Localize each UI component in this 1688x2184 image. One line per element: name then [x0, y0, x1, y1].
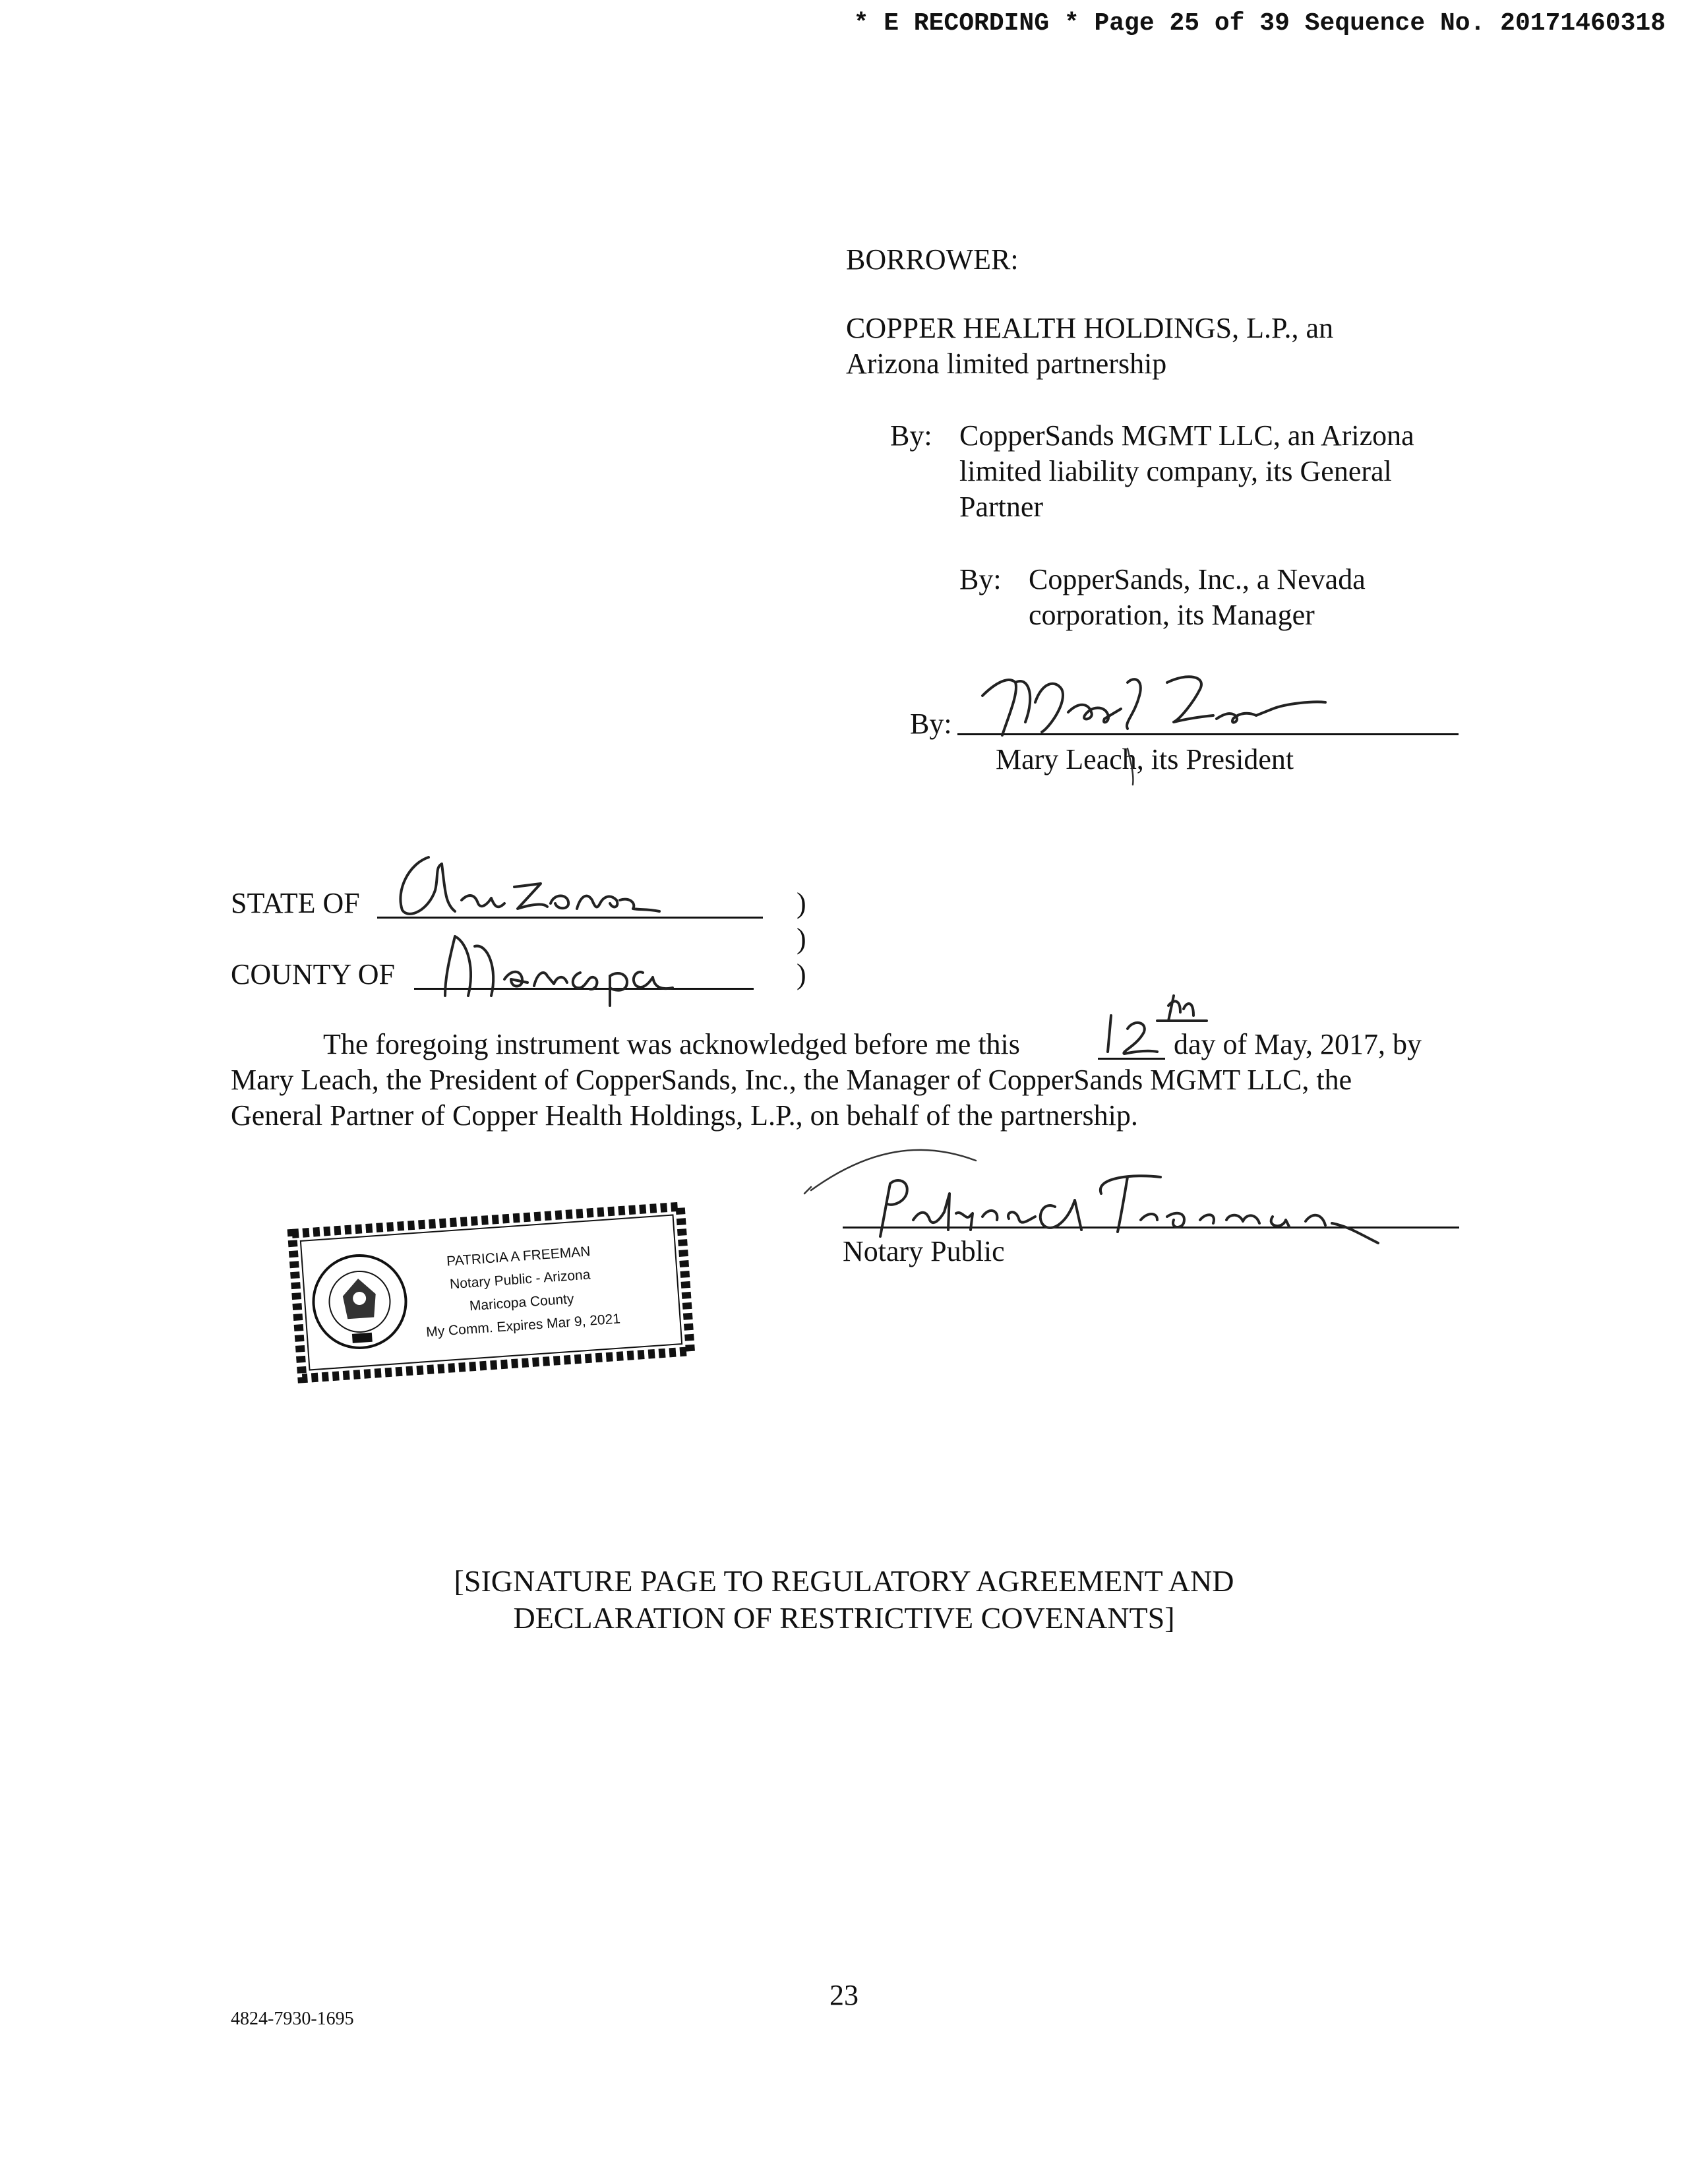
by1-label: By:	[890, 419, 932, 452]
state-label: STATE OF	[231, 887, 360, 919]
by2-line1: CopperSands, Inc., a Nevada	[1029, 563, 1366, 595]
signer-name: Mary Leach, its President	[996, 743, 1294, 775]
by3-label: By:	[910, 708, 952, 740]
notary-stamp	[284, 1200, 699, 1385]
page-number: 23	[829, 1979, 859, 2011]
stamp-county: Maricopa County	[469, 1291, 575, 1314]
paren-2: )	[797, 923, 806, 955]
paren-3: )	[797, 958, 806, 990]
recording-header: * E RECORDING * Page 25 of 39 Sequence No. 20171460318	[853, 9, 1666, 38]
caption-line2: DECLARATION OF RESTRICTIVE COVENANTS]	[513, 1601, 1175, 1635]
ack-line2: Mary Leach, the President of CopperSands, Inc., the Manager of CopperSands MGMT LLC, the	[231, 1064, 1352, 1096]
by1-line3: Partner	[959, 491, 1044, 523]
county-label: COUNTY OF	[231, 958, 395, 990]
by2-line2: corporation, its Manager	[1029, 599, 1315, 631]
borrower-entity-line2: Arizona limited partnership	[846, 348, 1167, 380]
by2-label: By:	[959, 563, 1002, 595]
by1-line2: limited liability company, its General	[959, 455, 1392, 487]
paren-1: )	[797, 887, 806, 919]
borrower-signature	[969, 656, 1404, 788]
notary-signature	[791, 1121, 1477, 1246]
caption-line1: [SIGNATURE PAGE TO REGULATORY AGREEMENT AND	[454, 1564, 1234, 1598]
ack-part1: The foregoing instrument was acknowledged before me this	[323, 1028, 1020, 1060]
state-county-handwriting	[382, 837, 778, 1009]
borrower-entity-line1: COPPER HEALTH HOLDINGS, L.P., an	[846, 312, 1334, 344]
stamp-expires: My Comm. Expires Mar 9, 2021	[425, 1311, 621, 1341]
ack-part2: day of May, 2017, by	[1174, 1028, 1422, 1060]
stamp-name: PATRICIA A FREEMAN	[446, 1244, 591, 1269]
ack-line3: General Partner of Copper Health Holdings, L.P., on behalf of the partnership.	[231, 1099, 1138, 1132]
notary-public-label: Notary Public	[843, 1235, 1005, 1267]
borrower-heading: BORROWER:	[846, 243, 1019, 276]
by1-line1: CopperSands MGMT LLC, an Arizona	[959, 419, 1414, 452]
document-id: 4824-7930-1695	[231, 2009, 354, 2029]
stamp-title: Notary Public - Arizona	[449, 1267, 591, 1292]
